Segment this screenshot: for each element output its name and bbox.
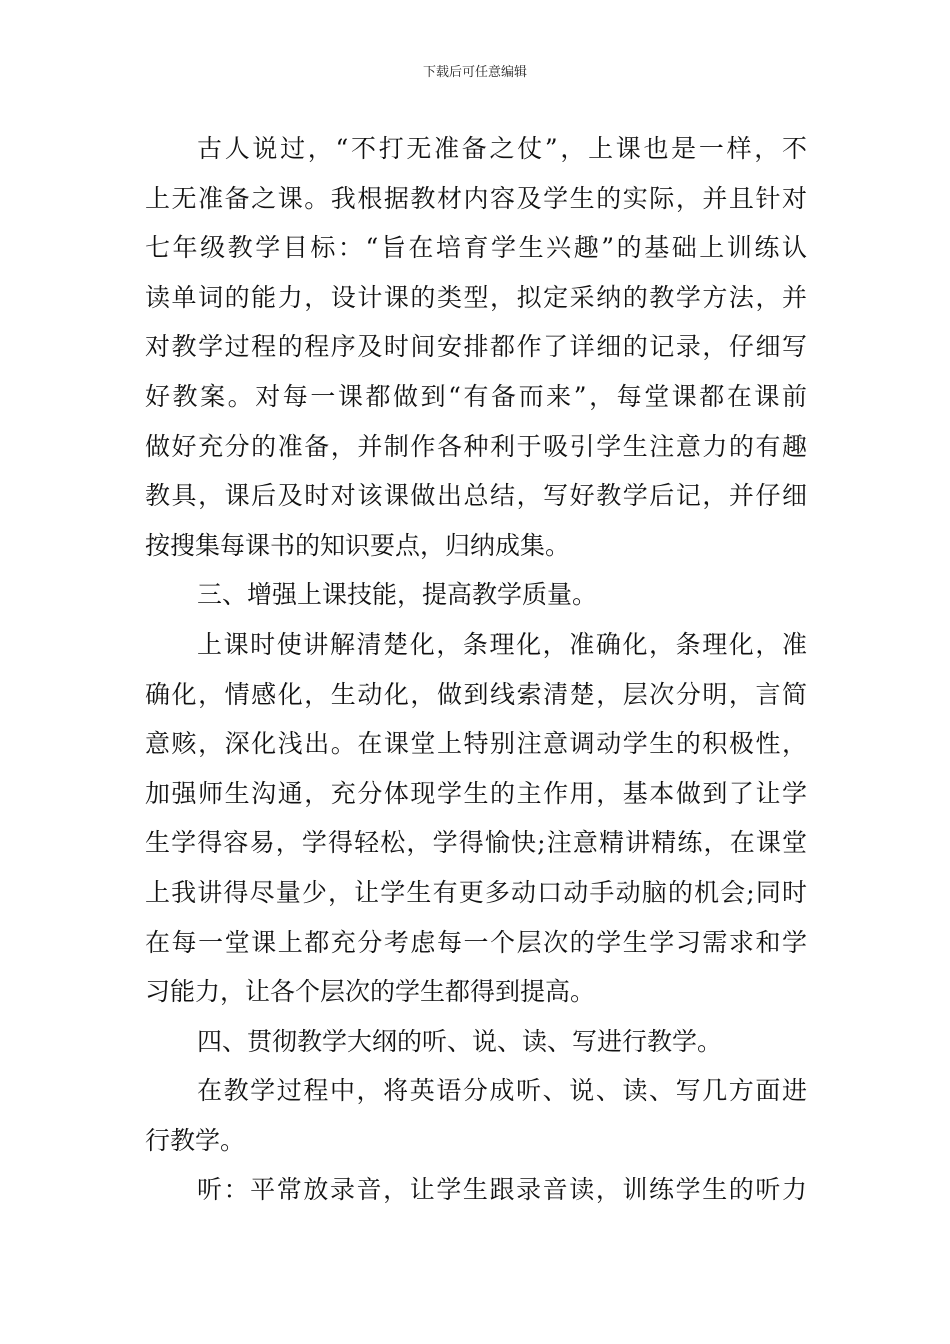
paragraph-line: 读单词的能力，设计课的类型，拟定采纳的教学方法，并 [145,282,807,312]
paragraph-line: 做好充分的准备，并制作各种利于吸引学生注意力的有趣 [145,431,807,461]
paragraph-line: 加强师生沟通，充分体现学生的主作用，基本做到了让学 [145,778,807,808]
paragraph-line: 对教学过程的程序及时间安排都作了详细的记录，仔细写 [145,332,807,362]
document-body [145,124,807,1215]
paragraph-line: 古人说过，“不打无准备之仗”，上课也是一样，不 [197,134,807,163]
section-heading: 四、贯彻教学大纲的听、说、读、写进行教学。 [197,1026,723,1056]
paragraph-line: 上我讲得尽量少，让学生有更多动口动手动脑的机会;同时 [145,877,807,907]
paragraph-line: 按搜集每课书的知识要点，归纳成集。 [145,530,571,560]
paragraph-line: 在教学过程中，将英语分成听、说、读、写几方面进 [197,1076,807,1106]
paragraph-line: 教具，课后及时对该课做出总结，写好教学后记，并仔细 [145,481,807,511]
paragraph-line: 上课时使讲解清楚化，条理化，准确化，条理化，准 [197,629,807,659]
paragraph-line: 习能力，让各个层次的学生都得到提高。 [145,977,596,1007]
paragraph-line: 意赅，深化浅出。在课堂上特别注意调动学生的积极性， [145,729,807,759]
paragraph-line: 行教学。 [145,1125,246,1155]
section-heading: 三、增强上课技能，提高教学质量。 [197,580,598,610]
paragraph-line: 好教案。对每一课都做到“有备而来”，每堂课都在课前 [145,381,807,411]
paragraph-line: 生学得容易，学得轻松，学得愉快;注意精讲精练，在课堂 [145,828,807,858]
paragraph-line: 确化，情感化，生动化，做到线索清楚，层次分明，言简 [145,679,807,709]
paragraph-line: 在每一堂课上都充分考虑每一个层次的学生学习需求和学 [145,927,807,957]
paragraph-line: 听：平常放录音，让学生跟录音读，训练学生的听力 [197,1175,807,1205]
paragraph-line: 七年级教学目标：“旨在培育学生兴趣”的基础上训练认 [145,233,807,263]
paragraph-line: 上无准备之课。我根据教材内容及学生的实际，并且针对 [145,183,807,213]
page-header: 下载后可任意编辑 [422,65,527,80]
